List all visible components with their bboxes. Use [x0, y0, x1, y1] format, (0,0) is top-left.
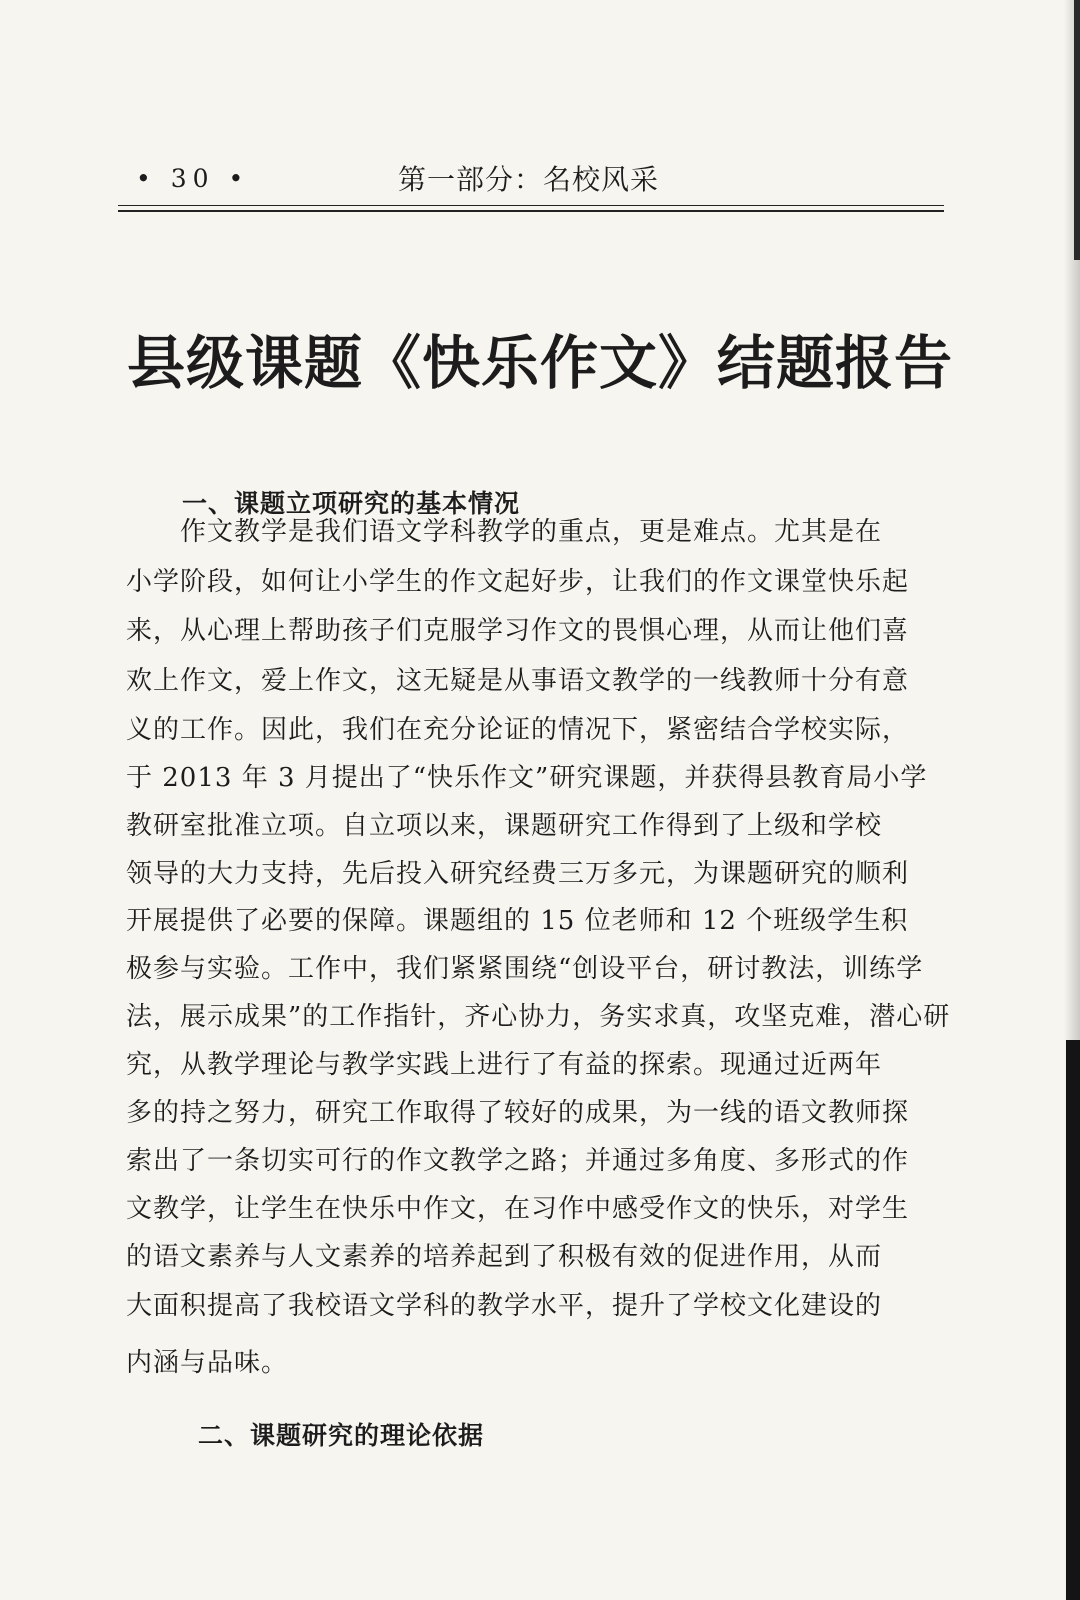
body-line: 大面积提高了我校语文学科的教学水平，提升了学校文化建设的 — [126, 1291, 883, 1321]
body-line: 内涵与品味。 — [126, 1348, 289, 1378]
running-header — [118, 152, 944, 202]
body-line: 来，从心理上帮助孩子们克服学习作文的畏惧心理，从而让他们喜 — [126, 616, 910, 646]
page-number: • 30 • — [136, 164, 250, 193]
header-rule-thin — [118, 205, 944, 206]
body-line: 索出了一条切实可行的作文教学之路；并通过多角度、多形式的作 — [126, 1146, 910, 1176]
body-line: 开展提供了必要的保障。课题组的 15 位老师和 12 个班级学生积 — [126, 906, 909, 936]
body-line: 文教学，让学生在快乐中作文，在习作中感受作文的快乐，对学生 — [126, 1194, 910, 1224]
body-line: 的语文素养与人文素养的培养起到了积极有效的促进作用，从而 — [126, 1242, 883, 1272]
body-line: 法，展示成果”的工作指针，齐心协力，务实求真，攻坚克难，潜心研 — [126, 1002, 951, 1032]
document-title: 县级课题《快乐作文》结题报告 — [126, 329, 953, 397]
section-heading-2: 二、课题研究的理论依据 — [198, 1421, 485, 1450]
body-line: 多的持之努力，研究工作取得了较好的成果，为一线的语文教师探 — [126, 1098, 910, 1128]
body-line: 欢上作文，爱上作文，这无疑是从事语文教学的一线教师十分有意 — [126, 666, 910, 696]
body-line: 于 2013 年 3 月提出了“快乐作文”研究课题，并获得县教育局小学 — [126, 763, 928, 793]
body-line: 领导的大力支持，先后投入研究经费三万多元，为课题研究的顺利 — [126, 859, 910, 889]
body-line: 极参与实验。工作中，我们紧紧围绕“创设平台，研讨教法，训练学 — [126, 954, 924, 984]
scan-edge-mark-top — [1074, 0, 1080, 260]
section-heading-1: 一、课题立项研究的基本情况 — [182, 489, 521, 518]
body-line: 教研室批准立项。自立项以来，课题研究工作得到了上级和学校 — [126, 811, 883, 841]
scan-edge-mark-bottom — [1066, 1040, 1080, 1600]
header-rule-thick — [118, 210, 944, 212]
body-line: 义的工作。因此，我们在充分论证的情况下，紧密结合学校实际， — [126, 715, 910, 745]
body-line: 究，从教学理论与教学实践上进行了有益的探索。现通过近两年 — [126, 1050, 883, 1080]
body-line: 小学阶段，如何让小学生的作文起好步，让我们的作文课堂快乐起 — [126, 567, 910, 597]
running-section-title: 第一部分：名校风采 — [398, 163, 660, 196]
body-line: 作文教学是我们语文学科教学的重点，更是难点。尤其是在 — [126, 517, 883, 547]
